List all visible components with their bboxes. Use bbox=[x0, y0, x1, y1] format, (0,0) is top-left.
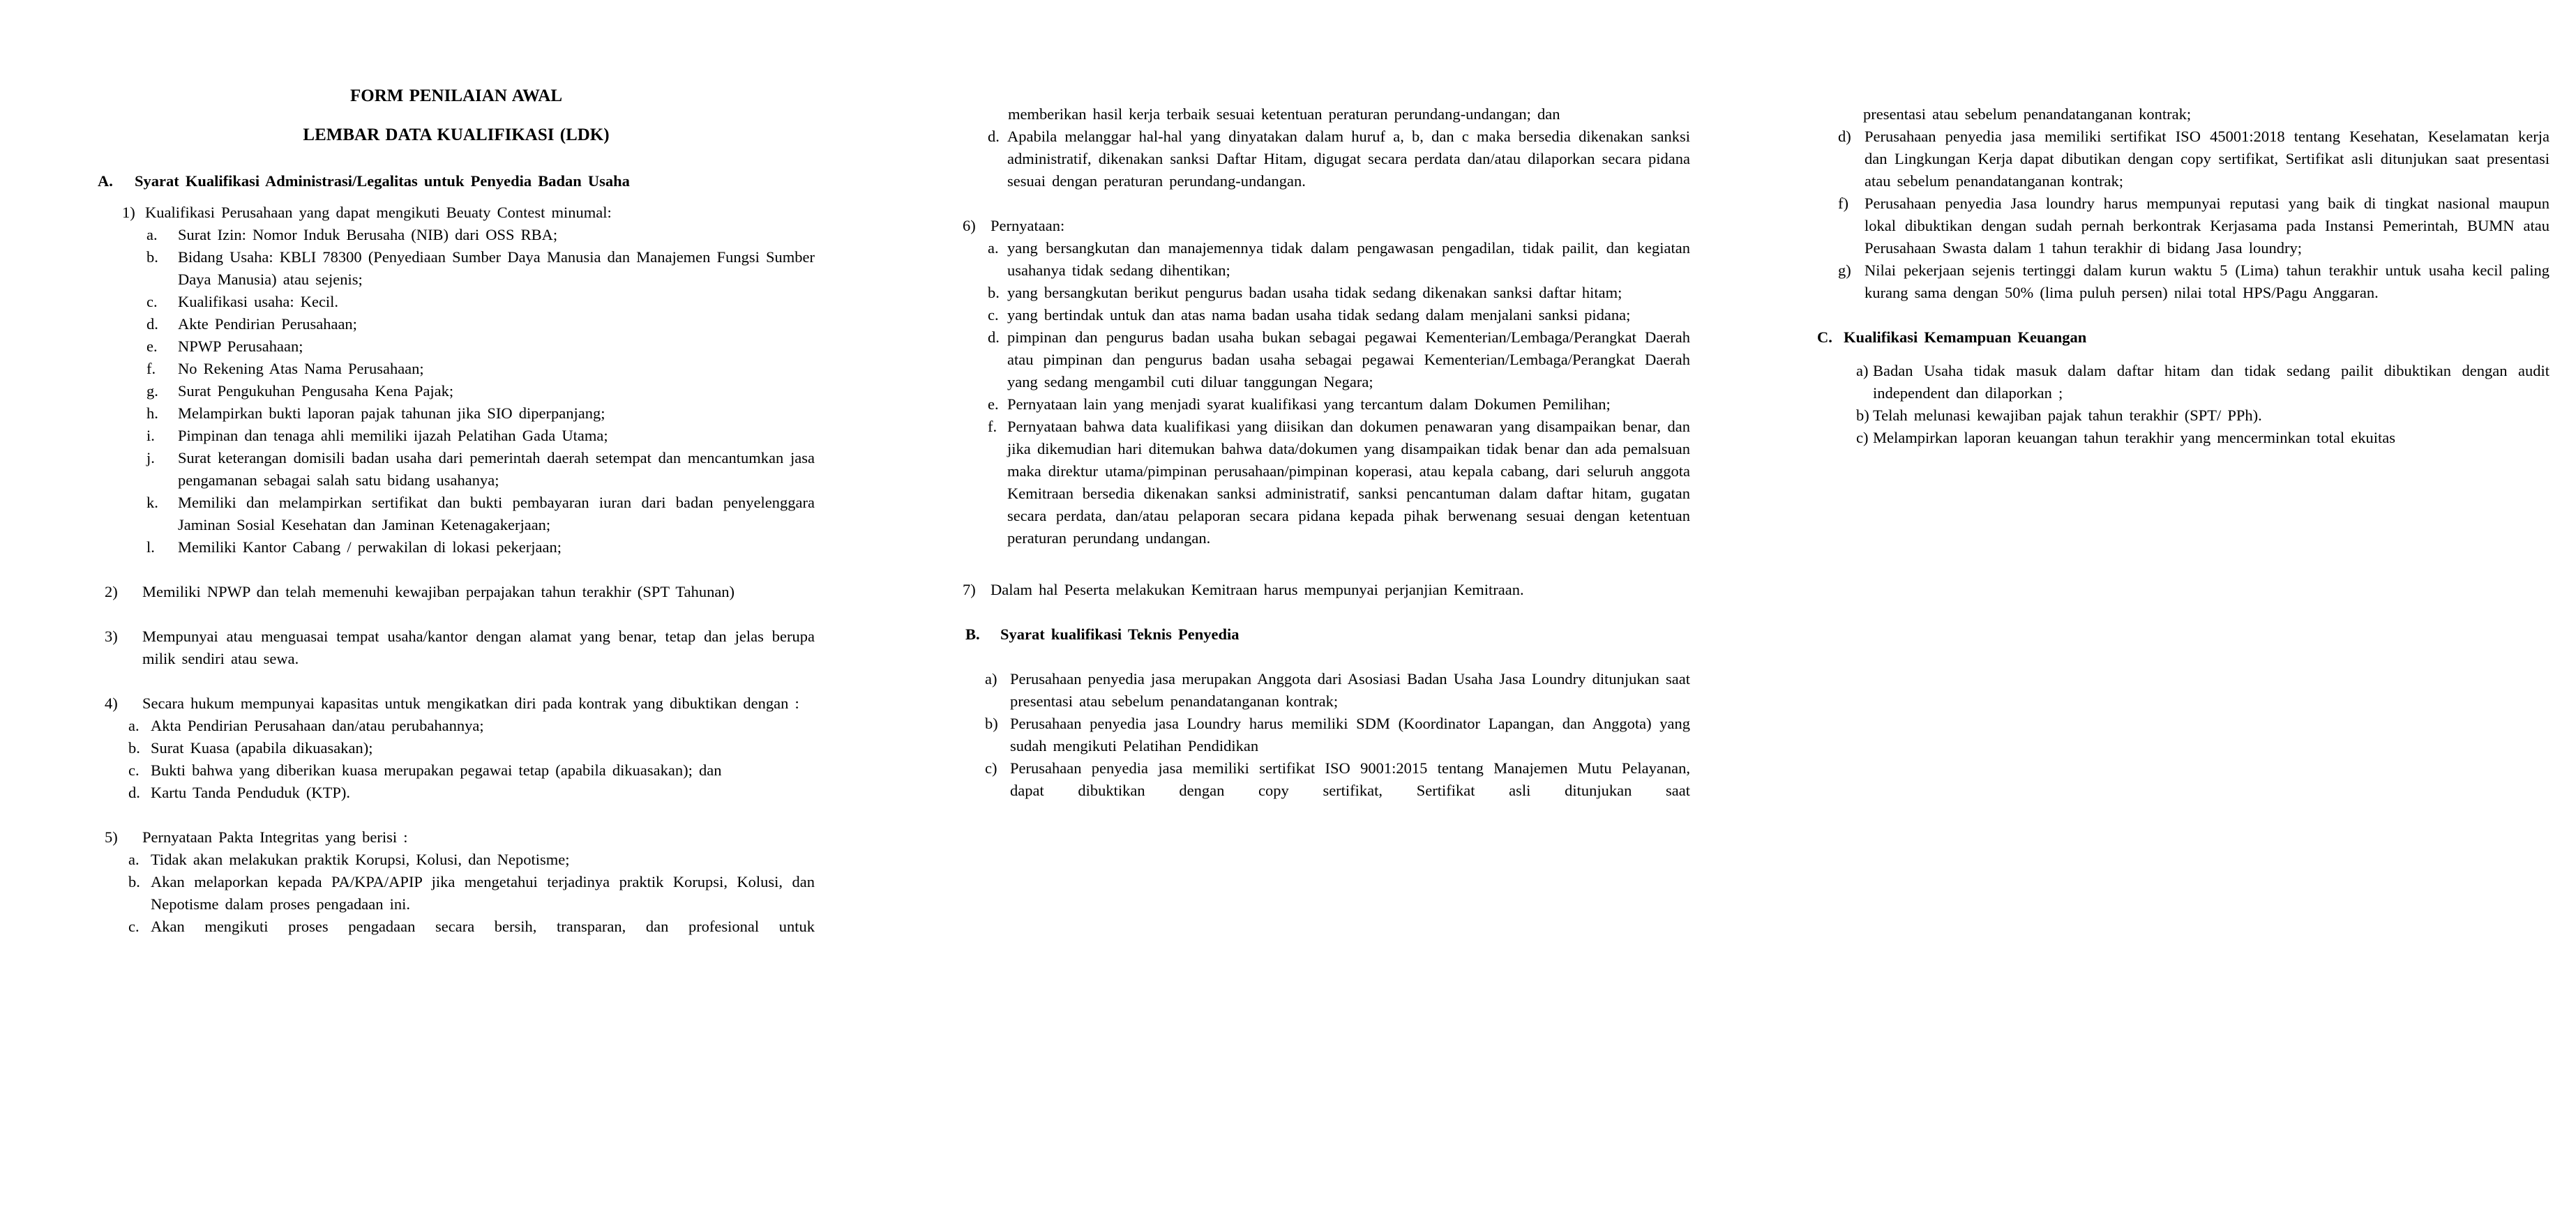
item-text: pimpinan dan pengurus badan usaha bukan sebagai pegawai Kementerian/Lembaga/Perangkat Daerah atau pimpinan dan pengurus badan usaha sebagai pegawai Kementerian/Lembaga/Perangkat Daerah yang sedang mengambil cuti diluar tanggungan Negara; bbox=[1007, 328, 1690, 390]
item-text: yang bersangkutan berikut pengurus badan usaha tidak sedang dikenakan sanksi daftar hitam; bbox=[1007, 284, 1622, 301]
section-heading bbox=[98, 170, 815, 192]
item-text: yang bertindak untuk dan atas nama badan usaha tidak sedang dalam menjalani sanksi pidana; bbox=[1007, 306, 1631, 324]
column-3-blocks bbox=[1817, 103, 2549, 449]
item-text: Kualifikasi usaha: Kecil. bbox=[178, 292, 339, 310]
list-marker: g) bbox=[1838, 261, 1851, 279]
list-item bbox=[98, 826, 815, 849]
item-text: Surat Pengukuhan Pengusaha Kena Pajak; bbox=[178, 381, 454, 400]
list-marker: d. bbox=[988, 128, 1000, 145]
item-text: Perusahaan penyedia jasa merupakan Anggota dari Asosiasi Badan Usaha Jasa Loundry ditunjukan saat presentasi atau sebelum penandatanganan kontrak; bbox=[1010, 669, 1690, 710]
list-marker: C. bbox=[1817, 328, 1832, 346]
list-marker: k. bbox=[146, 493, 158, 511]
list-item bbox=[98, 202, 815, 224]
item-text: Surat Kuasa (apabila dikuasakan); bbox=[151, 738, 373, 757]
list-marker: i. bbox=[146, 426, 155, 444]
list-item bbox=[1817, 427, 2549, 449]
list-item bbox=[98, 759, 815, 782]
list-item bbox=[98, 291, 815, 313]
item-text: Mempunyai atau menguasai tempat usaha/kantor dengan alamat yang benar, tetap dan jelas berupa milik sendiri atau sewa. bbox=[142, 627, 815, 667]
continuation-line bbox=[963, 103, 1690, 126]
list-item bbox=[963, 757, 1690, 802]
list-item bbox=[98, 871, 815, 916]
item-text: Pernyataan Pakta Integritas yang berisi : bbox=[142, 828, 408, 846]
list-item bbox=[1817, 404, 2549, 427]
item-text: memberikan hasil kerja terbaik sesuai ketentuan peraturan perundang-undangan; dan bbox=[1008, 105, 1560, 123]
item-text: Memiliki NPWP dan telah memenuhi kewajiban perpajakan tahun terakhir (SPT Tahunan) bbox=[142, 582, 735, 600]
list-marker: 4) bbox=[105, 694, 118, 712]
item-text: Akta Pendirian Perusahaan dan/atau perubahannya; bbox=[151, 716, 484, 734]
item-text: Bukti bahwa yang diberikan kuasa merupakan pegawai tetap (apabila dikuasakan); dan bbox=[151, 761, 722, 779]
list-marker: c. bbox=[128, 761, 140, 779]
item-text: Perusahaan penyedia jasa Loundry harus memiliki SDM (Koordinator Lapangan, dan Anggota) yang sudah mengikuti Pelatihan Pendidikan bbox=[1010, 714, 1690, 754]
list-marker: 3) bbox=[105, 627, 118, 645]
list-item bbox=[98, 402, 815, 425]
list-item bbox=[98, 536, 815, 559]
item-text: Perusahaan penyedia jasa memiliki sertifikat ISO 9001:2015 tentang Manajemen Mutu Pelayanan, dapat dibuktikan dengan copy sertifikat, Sertifikat asli ditunjukan saat bbox=[1010, 759, 1690, 799]
list-marker: d. bbox=[128, 783, 140, 801]
item-text: Surat Izin: Nomor Induk Berusaha (NIB) dari OSS RBA; bbox=[178, 225, 558, 243]
list-item bbox=[1817, 360, 2549, 404]
list-marker: 1) bbox=[122, 203, 135, 221]
list-marker: a. bbox=[988, 239, 999, 257]
column-2 bbox=[963, 103, 1690, 802]
item-text: Memiliki dan melampirkan sertifikat dan bukti pembayaran iuran dari badan penyelenggara Jaminan Sosial Kesehatan dan Jaminan Ketenagakerjaan; bbox=[178, 493, 815, 533]
item-text: Nilai pekerjaan sejenis tertinggi dalam kurun waktu 5 (Lima) tahun terakhir untuk usaha kecil paling kurang sama dengan 50% (lima puluh persen) nilai total HPS/Pagu Anggaran. bbox=[1865, 261, 2549, 301]
item-text: Secara hukum mempunyai kapasitas untuk mengikatkan diri pada kontrak yang dibuktikan dengan : bbox=[142, 694, 799, 712]
list-marker: B. bbox=[965, 625, 980, 643]
title-line-1: FORM PENILAIAN AWAL bbox=[349, 86, 563, 105]
item-text: Kualifikasi Perusahaan yang dapat mengikuti Beuaty Contest minumal: bbox=[145, 203, 612, 221]
list-marker: j. bbox=[146, 448, 155, 466]
list-item bbox=[98, 425, 815, 447]
list-item bbox=[1817, 259, 2549, 304]
list-marker: b) bbox=[985, 714, 998, 732]
list-item bbox=[963, 304, 1690, 326]
item-text: Perusahaan penyedia Jasa loundry harus mempunyai reputasi yang baik di tingkat nasional maupun lokal dibuktikan dengan sudah pernah berkontrak Kerjasama pada Instansi Pemerintah, BUMN atau Perusahaan Swasta dalam 1 tahun terakhir di bidang Jasa loundry; bbox=[1865, 195, 2549, 257]
item-text: Kualifikasi Kemampuan Keuangan bbox=[1844, 328, 2087, 346]
item-text: Akan melaporkan kepada PA/KPA/APIP jika mengetahui terjadinya praktik Korupsi, Kolusi, dan Nepotisme dalam proses pengadaan ini. bbox=[151, 872, 815, 913]
item-text: Badan Usaha tidak masuk dalam daftar hitam dan tidak sedang pailit dibuktikan dengan audit independent dan dilaporkan ; bbox=[1873, 362, 2549, 402]
item-text: Perusahaan penyedia jasa memiliki sertifikat ISO 45001:2018 tentang Kesehatan, Keselamatan kerja dan Lingkungan Kerja dapat dibutikan dengan copy sertifikat, Sertifikat asli ditunjukan saat presentasi atau sebelum penandatanganan kontrak; bbox=[1865, 128, 2549, 190]
list-marker: a) bbox=[985, 669, 997, 688]
item-text: Pernyataan: bbox=[991, 217, 1065, 234]
title-line-2: LEMBAR DATA KUALIFIKASI (LDK) bbox=[303, 126, 610, 144]
column-1 bbox=[98, 77, 815, 938]
item-text: Surat keterangan domisili badan usaha dari pemerintah daerah setempat dan mencantumkan jasa pengamanan sebagai salah satu bidang usahanya; bbox=[178, 448, 815, 489]
list-marker: 5) bbox=[105, 828, 118, 846]
list-marker: A. bbox=[98, 172, 113, 190]
item-text: Syarat kualifikasi Teknis Penyedia bbox=[1000, 625, 1240, 643]
list-marker: 2) bbox=[105, 582, 118, 600]
list-marker: g. bbox=[146, 381, 158, 400]
list-marker: b. bbox=[146, 248, 158, 266]
list-item bbox=[963, 579, 1690, 601]
list-item bbox=[98, 358, 815, 380]
list-item bbox=[963, 713, 1690, 757]
list-marker: c) bbox=[985, 759, 997, 777]
list-marker: l. bbox=[146, 538, 155, 556]
item-text: presentasi atau sebelum penandatanganan kontrak; bbox=[1863, 105, 2192, 123]
section-heading bbox=[963, 623, 1690, 646]
list-item bbox=[963, 416, 1690, 549]
list-item bbox=[98, 581, 815, 603]
list-marker: h. bbox=[146, 404, 158, 422]
list-marker: d) bbox=[1838, 128, 1851, 145]
item-text: Syarat Kualifikasi Administrasi/Legalitas untuk Penyedia Badan Usaha bbox=[135, 172, 630, 190]
list-item bbox=[98, 737, 815, 759]
list-marker: c) bbox=[1856, 429, 1869, 446]
document-title bbox=[98, 77, 815, 155]
list-item bbox=[98, 492, 815, 536]
item-text: Apabila melanggar hal-hal yang dinyatakan dalam huruf a, b, dan c maka bersedia dikenakan sanksi administratif, dikenakan sanksi Daftar Hitam, digugat secara perdata dan/atau dilaporkan secara pidana sesuai dengan peraturan perundang-undangan. bbox=[1007, 128, 1690, 190]
item-text: Kartu Tanda Penduduk (KTP). bbox=[151, 783, 350, 801]
list-marker: b. bbox=[128, 872, 140, 890]
list-item bbox=[963, 215, 1690, 237]
item-text: No Rekening Atas Nama Perusahaan; bbox=[178, 359, 424, 377]
list-item bbox=[98, 715, 815, 737]
list-item bbox=[963, 393, 1690, 416]
list-marker: b. bbox=[128, 738, 140, 757]
list-item bbox=[98, 692, 815, 715]
list-item bbox=[963, 237, 1690, 282]
column-2-blocks bbox=[963, 103, 1690, 802]
item-text: Pernyataan lain yang menjadi syarat kualifikasi yang tercantum dalam Dokumen Pemilihan; bbox=[1007, 395, 1611, 413]
list-marker: e. bbox=[988, 395, 999, 413]
item-text: Akte Pendirian Perusahaan; bbox=[178, 314, 357, 333]
list-marker: d. bbox=[988, 328, 1000, 346]
list-item bbox=[963, 326, 1690, 393]
list-marker: 6) bbox=[963, 217, 976, 234]
column-1-blocks bbox=[98, 170, 815, 938]
section-heading bbox=[1817, 326, 2549, 349]
list-item bbox=[963, 282, 1690, 304]
list-item bbox=[98, 224, 815, 246]
list-item bbox=[98, 849, 815, 871]
list-item bbox=[963, 126, 1690, 192]
list-marker: f) bbox=[1838, 195, 1848, 212]
item-text: Memiliki Kantor Cabang / perwakilan di lokasi pekerjaan; bbox=[178, 538, 562, 556]
list-item bbox=[98, 246, 815, 291]
item-text: Akan mengikuti proses pengadaan secara bersih, transparan, dan profesional untuk bbox=[151, 917, 815, 935]
list-marker: c. bbox=[988, 306, 999, 324]
item-text: Pimpinan dan tenaga ahli memiliki ijazah Pelatihan Gada Utama; bbox=[178, 426, 608, 444]
list-marker: 7) bbox=[963, 580, 976, 598]
list-marker: b. bbox=[988, 284, 1000, 301]
item-text: yang bersangkutan dan manajemennya tidak dalam pengawasan pengadilan, tidak pailit, dan kegiatan usahanya tidak sedang dihentikan; bbox=[1007, 239, 1690, 279]
list-marker: d. bbox=[146, 314, 158, 333]
list-marker: a. bbox=[128, 716, 140, 734]
list-marker: a. bbox=[146, 225, 158, 243]
item-text: Melampirkan laporan keuangan tahun terakhir yang mencerminkan total ekuitas bbox=[1873, 429, 2395, 446]
item-text: NPWP Perusahaan; bbox=[178, 337, 303, 355]
list-marker: c. bbox=[146, 292, 158, 310]
continuation-line bbox=[1817, 103, 2549, 126]
list-marker: c. bbox=[128, 917, 140, 935]
list-marker: a. bbox=[128, 850, 140, 868]
list-marker: a) bbox=[1856, 362, 1869, 379]
item-text: Bidang Usaha: KBLI 78300 (Penyediaan Sumber Daya Manusia dan Manajemen Fungsi Sumber Daya Manusia) atau sejenis; bbox=[178, 248, 815, 288]
item-text: Telah melunasi kewajiban pajak tahun terakhir (SPT/ PPh). bbox=[1873, 407, 2262, 424]
column-3 bbox=[1817, 103, 2549, 449]
list-item bbox=[98, 625, 815, 670]
list-marker: f. bbox=[988, 418, 997, 435]
list-marker: b) bbox=[1856, 407, 1869, 424]
item-text: Tidak akan melakukan praktik Korupsi, Kolusi, dan Nepotisme; bbox=[151, 850, 570, 868]
list-item bbox=[98, 916, 815, 938]
list-item bbox=[98, 447, 815, 492]
list-item bbox=[98, 782, 815, 804]
list-item bbox=[1817, 126, 2549, 192]
list-marker: e. bbox=[146, 337, 158, 355]
item-text: Melampirkan bukti laporan pajak tahunan jika SIO diperpanjang; bbox=[178, 404, 605, 422]
list-item bbox=[98, 380, 815, 402]
list-item bbox=[98, 313, 815, 335]
list-item bbox=[98, 335, 815, 358]
list-item bbox=[963, 668, 1690, 713]
item-text: Dalam hal Peserta melakukan Kemitraan harus mempunyai perjanjian Kemitraan. bbox=[991, 580, 1524, 598]
list-item bbox=[1817, 192, 2549, 259]
item-text: Pernyataan bahwa data kualifikasi yang diisikan dan dokumen penawaran yang disampaikan benar, dan jika dikemudian hari ditemukan bahwa data/dokumen yang disampaikan tidak benar dan ada pemalsuan maka direktur utama/pimpinan perusahaan/pimpinan koperasi, atau kepala cabang, dari seluruh anggota Kemitraan bersedia dikenakan sanksi administratif, sanksi pencantuman dalam daftar hitam, gugatan secara perdata, dan/atau pelaporan secara pidana kepada pihak berwenang sesuai dengan ketentuan peraturan perundang undangan. bbox=[1007, 418, 1690, 547]
list-marker: f. bbox=[146, 359, 156, 377]
